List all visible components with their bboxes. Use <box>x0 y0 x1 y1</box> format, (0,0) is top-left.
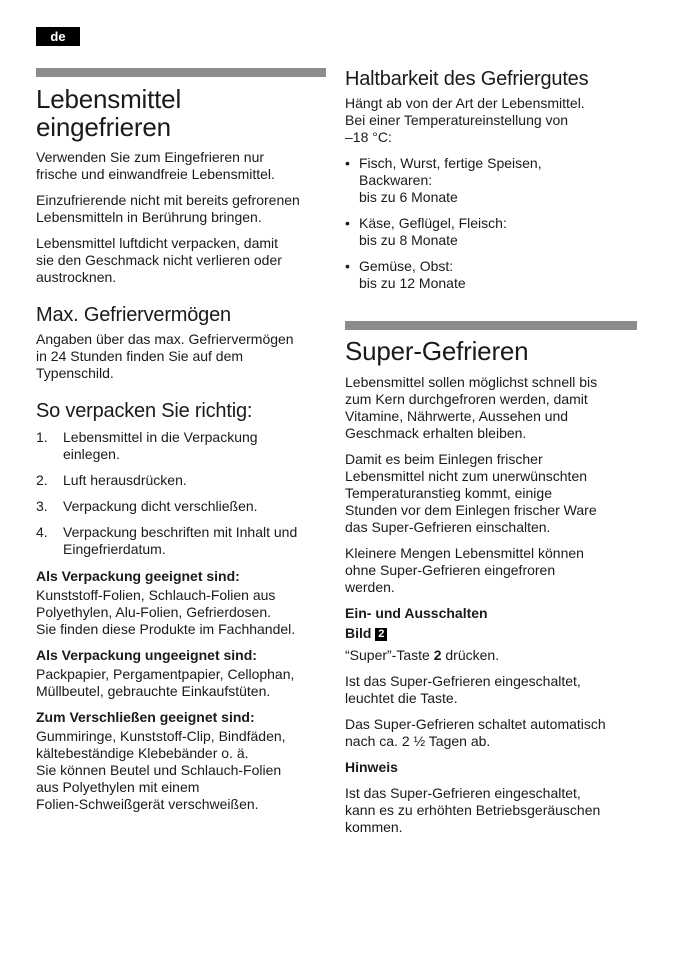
list-item: • Käse, Geflügel, Fleisch: bis zu 8 Monate <box>345 215 507 248</box>
section-rule <box>36 68 326 77</box>
list-item: • Fisch, Wurst, fertige Speisen, Backwaren: bis zu 6 Monate <box>345 155 542 205</box>
heading-shelf-life: Haltbarkeit des Gefriergutes <box>345 68 589 90</box>
section-title-freezing: Lebensmittel eingefrieren <box>36 84 182 142</box>
section-rule <box>345 321 637 330</box>
heading-note: Hinweis <box>345 759 398 775</box>
figure-number-badge: 2 <box>375 628 387 641</box>
intro-paragraph-3: Lebensmittel luftdicht verpacken, damit sie den Geschmack nicht verlieren oder austrocknen. <box>36 235 282 285</box>
right-column <box>345 68 637 836</box>
shelf-life-intro: Hängt ab von der Art der Lebensmittel. Bei einer Temperatureinstellung von –18 °C: <box>345 95 585 145</box>
heading-switch-on-off: Ein- und Ausschalten <box>345 605 488 621</box>
heading-closing: Zum Verschließen geeignet sind: <box>36 709 255 725</box>
language-badge: de <box>36 27 80 46</box>
heading-packing: So verpacken Sie richtig: <box>36 400 253 422</box>
super-paragraph-1: Lebensmittel sollen möglichst schnell bis zum Kern durchgefroren werden, damit Vitamine, Nährwerte, Aussehen und Geschmack erhalten bleiben. <box>345 374 598 441</box>
figure-reference: Bild 2 <box>345 625 637 642</box>
heading-unsuitable: Als Verpackung ungeeignet sind: <box>36 647 257 663</box>
list-item: 1. Lebensmittel in die Verpackung einlegen. <box>36 429 258 462</box>
unsuitable-text: Packpapier, Pergamentpapier, Cellophan, Müllbeutel, gebrauchte Einkaufstüten. <box>36 666 295 699</box>
list-item: 4. Verpackung beschriften mit Inhalt und Eingefrierdatum. <box>36 524 298 557</box>
list-item: 3. Verpackung dicht verschließen. <box>36 498 258 514</box>
heading-max-capacity: Max. Gefriervermögen <box>36 304 231 326</box>
heading-suitable: Als Verpackung geeignet sind: <box>36 568 240 584</box>
super-paragraph-2: Damit es beim Einlegen frischer Lebensmittel nicht zum unerwünschten Temperaturanstieg kommt, einige Stunden vor dem Einlegen frischer Ware das Super-Gefrieren einschalten. <box>345 451 597 535</box>
list-item: 2. Luft herausdrücken. <box>36 472 187 488</box>
shelf-life-list <box>345 155 637 292</box>
section-title-super-freezing: Super-Gefrieren <box>345 336 529 366</box>
note-text: Ist das Super-Gefrieren eingeschaltet, kann es zu erhöhten Betriebsgeräuschen kommen. <box>345 785 601 835</box>
left-column <box>36 68 326 813</box>
list-item: • Gemüse, Obst: bis zu 12 Monate <box>345 258 466 291</box>
intro-paragraph-2: Einzufrierende nicht mit bereits gefrorenen Lebensmitteln in Berührung bringen. <box>36 192 300 225</box>
switch-paragraph-2: Das Super-Gefrieren schaltet automatisch nach ca. 2 ½ Tagen ab. <box>345 716 606 749</box>
press-key-instruction: “Super”-Taste 2 drücken. <box>345 647 500 663</box>
switch-paragraph-1: Ist das Super-Gefrieren eingeschaltet, leuchtet die Taste. <box>345 673 581 706</box>
max-capacity-text: Angaben über das max. Gefriervermögen in 24 Stunden finden Sie auf dem Typenschild. <box>36 331 294 381</box>
intro-paragraph-1: Verwenden Sie zum Eingefrieren nur frische und einwandfreie Lebensmittel. <box>36 149 275 182</box>
packing-steps <box>36 429 326 558</box>
suitable-text: Kunststoff-Folien, Schlauch-Folien aus Polyethylen, Alu-Folien, Gefrierdosen. Sie finden diese Produkte im Fachhandel. <box>36 587 296 637</box>
closing-text: Gummiringe, Kunststoff-Clip, Bindfäden, kältebeständige Klebebänder o. ä. Sie können Beutel und Schlauch-Folien aus Polyethylen mit einem Folien-Schweißgerät verschweißen. <box>36 728 286 812</box>
super-paragraph-3: Kleinere Mengen Lebensmittel können ohne Super-Gefrieren eingefroren werden. <box>345 545 584 595</box>
